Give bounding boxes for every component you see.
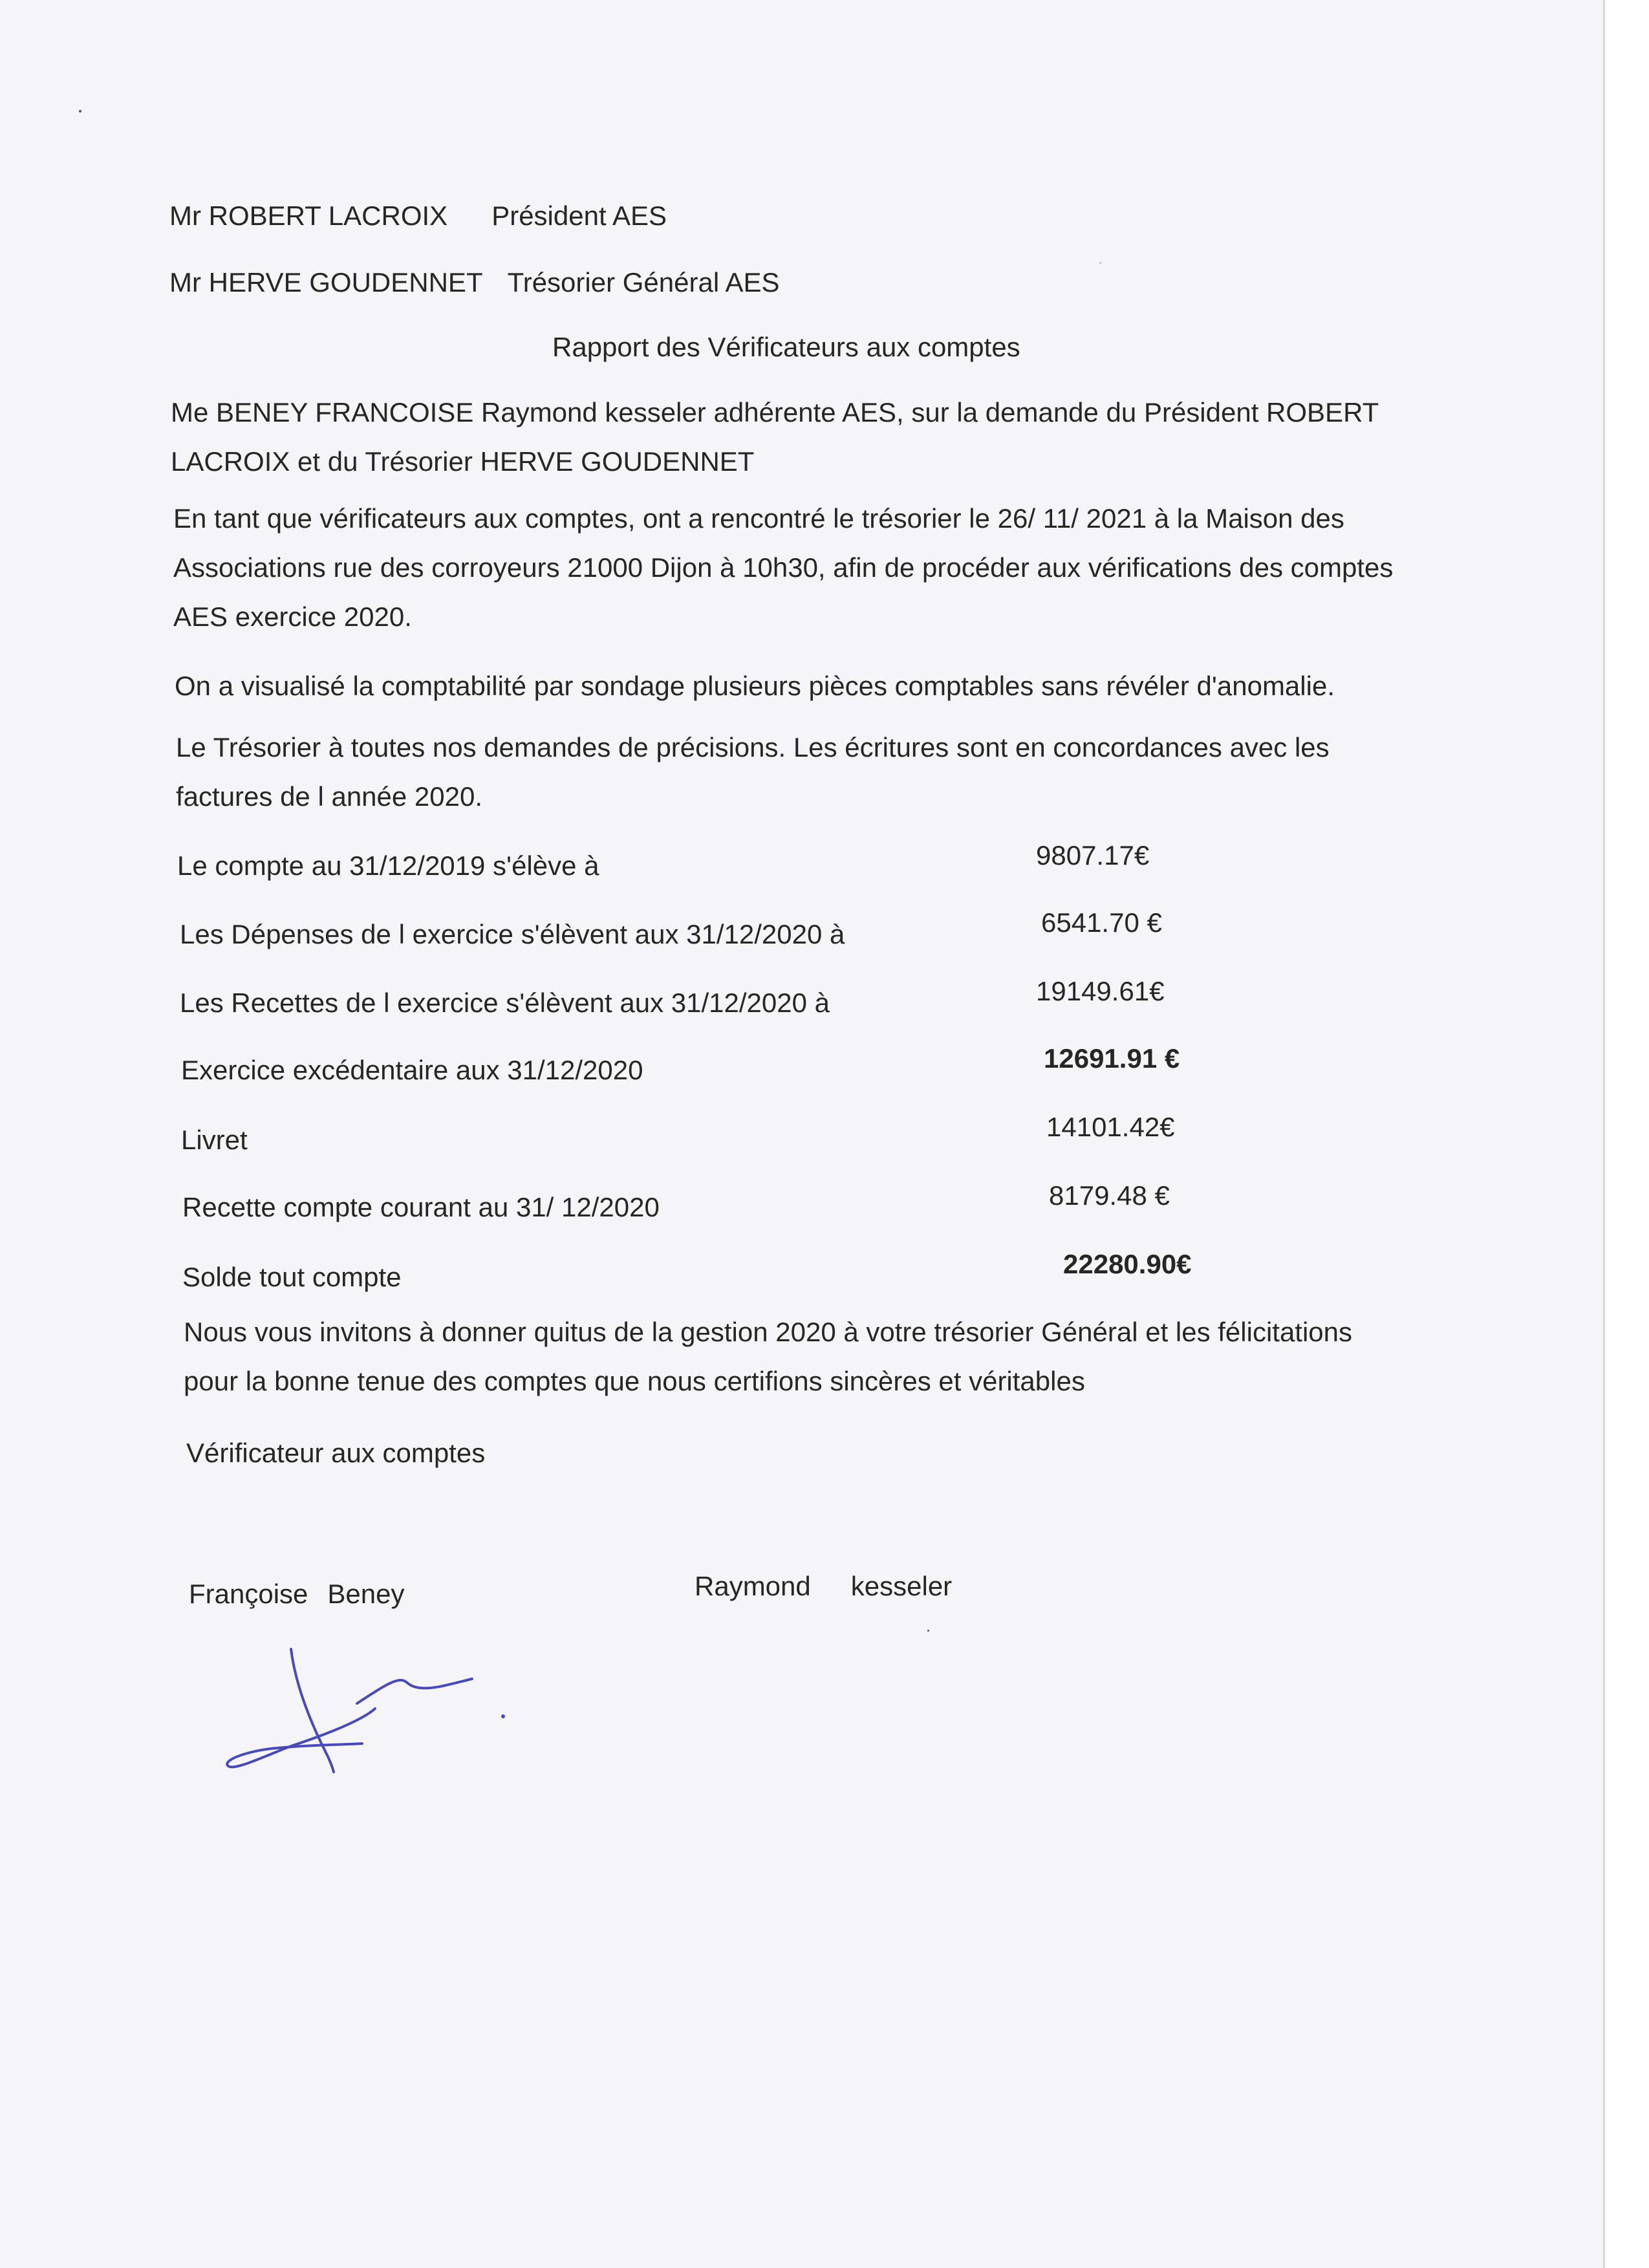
meeting-paragraph (173, 494, 1393, 642)
president-role: Président AES (491, 200, 667, 231)
president-name: Mr ROBERT LACROIX (169, 200, 448, 231)
signatory-first-name: Françoise (189, 1579, 308, 1609)
account-amount: 6541.70 € (1041, 907, 1162, 938)
meeting-line: AES exercice 2020. (173, 601, 412, 632)
treasurer-note-line: factures de l année 2020. (176, 781, 483, 812)
account-amount: 9807.17€ (1036, 840, 1150, 870)
signatory-first-surname: Beney (327, 1579, 405, 1609)
intro-paragraph (171, 388, 1379, 486)
treasurer-name: Mr HERVE GOUDENNET (169, 267, 483, 297)
account-label: Le compte au 31/12/2019 s'élève à (177, 850, 599, 881)
signatory-second (695, 1573, 952, 1600)
intro-line: Me BENEY FRANCOISE Raymond kesseler adhérente AES, sur la demande du Président ROBERT (171, 397, 1379, 427)
account-amount: 22280.90€ (1063, 1249, 1192, 1279)
closing-line: pour la bonne tenue des comptes que nous certifions sincères et véritables (184, 1366, 1085, 1396)
account-label: Les Dépenses de l exercice s'élèvent aux 31/12/2020 à (180, 919, 845, 949)
account-amount: 8179.48 € (1049, 1180, 1170, 1211)
report-title: Rapport des Vérificateurs aux comptes (552, 332, 1020, 362)
intro-line: LACROIX et du Trésorier HERVE GOUDENNET (171, 446, 755, 477)
signoff-label: Vérificateur aux comptes (186, 1438, 486, 1468)
header-treasurer (169, 269, 780, 296)
account-label: Les Recettes de l exercice s'élèvent aux 31/12/2020 à (180, 988, 830, 1018)
account-label: Solde tout compte (182, 1262, 402, 1292)
account-label: Exercice excédentaire aux 31/12/2020 (181, 1055, 643, 1085)
scan-speck (1099, 262, 1101, 264)
scan-speck (79, 110, 81, 113)
treasurer-role: Trésorier Général AES (507, 267, 780, 297)
meeting-line: Associations rue des corroyeurs 21000 Dijon à 10h30, afin de procéder aux vérifications des comptes (173, 552, 1394, 583)
signatory-second-name: Raymond (695, 1571, 811, 1601)
handwritten-signature (213, 1636, 524, 1785)
account-label: Recette compte courant au 31/ 12/2020 (182, 1192, 660, 1222)
header-president (169, 202, 667, 230)
signatory-first (189, 1581, 405, 1608)
account-amount: 12691.91 € (1044, 1043, 1180, 1074)
treasurer-note-line: Le Trésorier à toutes nos demandes de précisions. Les écritures sont en concordances avec les (176, 732, 1330, 762)
closing-line: Nous vous invitons à donner quitus de la gestion 2020 à votre trésorier Général et les félicitations (184, 1317, 1353, 1347)
scan-speck (927, 1630, 929, 1632)
account-amount: 19149.61€ (1036, 976, 1165, 1006)
account-label: Livret (181, 1125, 248, 1155)
treasurer-note (176, 723, 1330, 821)
signatory-second-surname: kesseler (850, 1571, 953, 1601)
meeting-line: En tant que vérificateurs aux comptes, ont a rencontré le trésorier le 26/ 11/ 2021 à la Maison des (173, 503, 1344, 534)
account-amount: 14101.42€ (1046, 1112, 1175, 1142)
check-sentence: On a visualisé la comptabilité par sondage plusieurs pièces comptables sans révéler d'anomalie. (175, 671, 1335, 701)
closing-paragraph (184, 1308, 1352, 1406)
scanner-margin (1605, 0, 1649, 2268)
